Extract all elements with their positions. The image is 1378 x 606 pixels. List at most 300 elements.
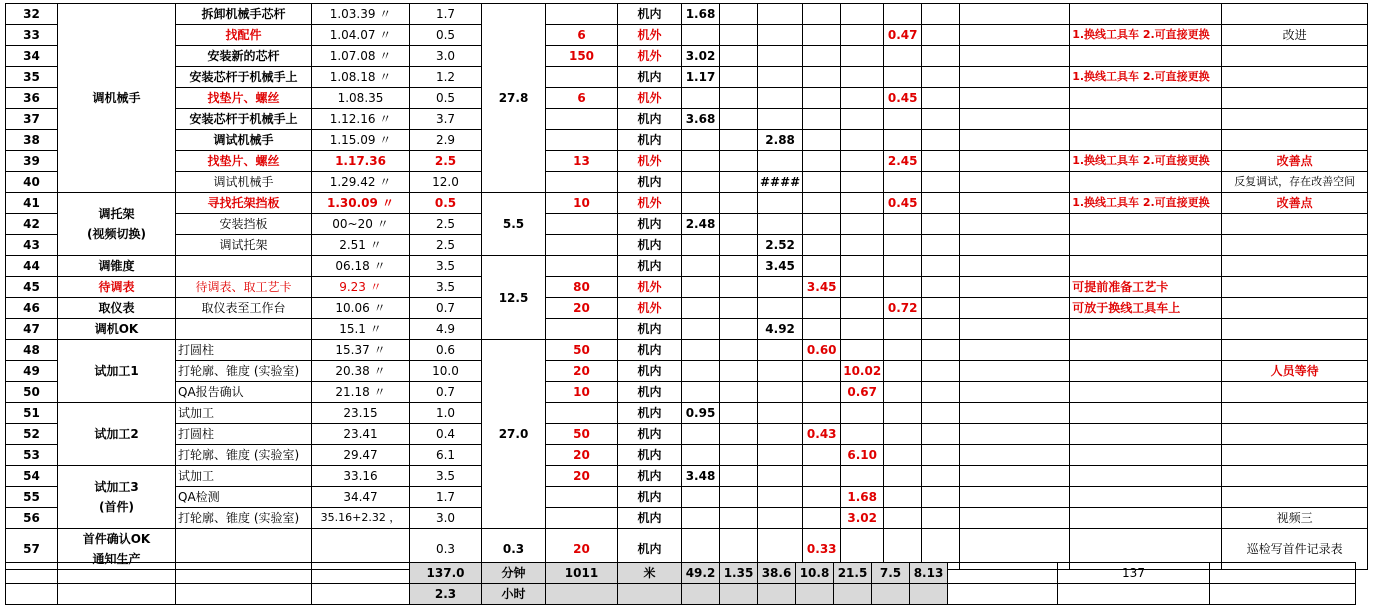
task-name: 安装芯杆于机械手上 [176, 109, 312, 130]
value-col1 [682, 193, 720, 214]
value-col6 [884, 130, 922, 151]
improvement-note [1070, 361, 1222, 382]
step-group-label: 试加工2 [94, 427, 139, 441]
total-col4: 10.8 [796, 563, 834, 584]
value-col3: 2.88 [758, 130, 803, 151]
distance: 10 [546, 193, 618, 214]
row-number: 57 [6, 529, 58, 570]
blank-col [960, 151, 1070, 172]
improvement-note [1070, 445, 1222, 466]
duration: 0.3 [410, 529, 482, 570]
value-col5 [841, 109, 884, 130]
location: 机内 [618, 67, 682, 88]
distance-unit: 米 [618, 563, 682, 584]
value-col7 [922, 130, 960, 151]
value-col4: 3.45 [803, 277, 841, 298]
value-col3: 3.45 [758, 256, 803, 277]
time-stamp: 1.17.36 [312, 151, 410, 172]
blank-col [960, 508, 1070, 529]
improvement-note [1070, 466, 1222, 487]
table-row [6, 130, 1368, 151]
value-col3 [758, 466, 803, 487]
value-col2 [720, 46, 758, 67]
value-col6 [884, 340, 922, 361]
step-group [58, 4, 176, 193]
blank-col [960, 109, 1070, 130]
value-col2 [720, 235, 758, 256]
time-stamp: 15.37 〃 [312, 340, 410, 361]
location: 机外 [618, 151, 682, 172]
total-col6: 7.5 [872, 563, 910, 584]
distance: 150 [546, 46, 618, 67]
table-row [6, 88, 1368, 109]
value-col7 [922, 25, 960, 46]
value-col4 [803, 298, 841, 319]
value-col2 [720, 151, 758, 172]
remark [1222, 487, 1368, 508]
blank-col [960, 403, 1070, 424]
value-col4 [803, 46, 841, 67]
value-col7 [922, 319, 960, 340]
value-col4 [803, 67, 841, 88]
step-group [58, 466, 176, 529]
value-col5: 10.02 [841, 361, 884, 382]
value-col4 [803, 319, 841, 340]
task-name: 取仪表至工作台 [176, 298, 312, 319]
value-col2 [720, 319, 758, 340]
table-row [6, 193, 1368, 214]
value-col3: 2.52 [758, 235, 803, 256]
location: 机内 [618, 256, 682, 277]
time-stamp: 1.03.39 〃 [312, 4, 410, 25]
value-col7 [922, 172, 960, 193]
value-col1: 2.48 [682, 214, 720, 235]
value-col3 [758, 361, 803, 382]
remark: 改进 [1222, 25, 1368, 46]
task-name: 打轮廓、锥度 (实验室) [176, 445, 312, 466]
distance: 50 [546, 424, 618, 445]
location: 机外 [618, 25, 682, 46]
step-group-label: 通知生产 [92, 552, 141, 566]
step-group-label: 待调表 [98, 280, 135, 294]
task-name: 找垫片、螺丝 [176, 88, 312, 109]
blank-col [960, 235, 1070, 256]
value-col2 [720, 361, 758, 382]
value-col4 [803, 25, 841, 46]
improvement-note [1070, 88, 1222, 109]
unit-hours: 小时 [482, 584, 546, 605]
time-stamp: 23.41 [312, 424, 410, 445]
time-stamp: 29.47 [312, 445, 410, 466]
location: 机外 [618, 46, 682, 67]
value-col2 [720, 277, 758, 298]
value-col5 [841, 235, 884, 256]
row-number: 39 [6, 151, 58, 172]
table-row [6, 67, 1368, 88]
value-col1 [682, 88, 720, 109]
row-number: 41 [6, 193, 58, 214]
step-group [58, 319, 176, 340]
value-col5: 6.10 [841, 445, 884, 466]
remark [1222, 382, 1368, 403]
time-stamp: 1.07.08 〃 [312, 46, 410, 67]
value-col1: 3.48 [682, 466, 720, 487]
remark [1222, 466, 1368, 487]
value-col1 [682, 151, 720, 172]
task-name [176, 256, 312, 277]
count-value: 137 [1058, 563, 1210, 584]
value-col5 [841, 403, 884, 424]
value-col2 [720, 256, 758, 277]
value-col6 [884, 256, 922, 277]
value-col1: 3.68 [682, 109, 720, 130]
value-col5 [841, 424, 884, 445]
duration: 0.7 [410, 382, 482, 403]
value-col4 [803, 88, 841, 109]
value-col6 [884, 361, 922, 382]
blank-col [960, 382, 1070, 403]
remark [1222, 298, 1368, 319]
step-group-label: 首件确认OK [82, 532, 151, 546]
step-group [58, 193, 176, 256]
time-stamp: 10.06 〃 [312, 298, 410, 319]
improvement-note [1070, 508, 1222, 529]
value-col2 [720, 382, 758, 403]
location: 机外 [618, 193, 682, 214]
value-col7 [922, 214, 960, 235]
value-col2 [720, 193, 758, 214]
value-col4: 0.43 [803, 424, 841, 445]
value-col6: 0.72 [884, 298, 922, 319]
table-row [6, 466, 1368, 487]
value-col2 [720, 67, 758, 88]
value-col1 [682, 235, 720, 256]
value-col1 [682, 130, 720, 151]
task-name: QA报告确认 [176, 382, 312, 403]
step-group [58, 298, 176, 319]
value-col7 [922, 298, 960, 319]
time-stamp: 1.08.18 〃 [312, 67, 410, 88]
distance: 6 [546, 88, 618, 109]
distance: 20 [546, 445, 618, 466]
blank-col [960, 466, 1070, 487]
remark [1222, 214, 1368, 235]
remark [1222, 109, 1368, 130]
value-col2 [720, 25, 758, 46]
value-col6 [884, 466, 922, 487]
time-stamp: 9.23 〃 [312, 277, 410, 298]
value-col7 [922, 109, 960, 130]
value-col6: 2.45 [884, 151, 922, 172]
value-col5 [841, 319, 884, 340]
remark [1222, 4, 1368, 25]
improvement-note [1070, 235, 1222, 256]
duration: 0.5 [410, 88, 482, 109]
time-stamp: 20.38 〃 [312, 361, 410, 382]
value-col1 [682, 508, 720, 529]
task-name: 安装挡板 [176, 214, 312, 235]
value-col4 [803, 487, 841, 508]
time-stamp: 1.29.42 〃 [312, 172, 410, 193]
duration: 1.0 [410, 403, 482, 424]
distance [546, 130, 618, 151]
blank-col [960, 214, 1070, 235]
remark [1222, 445, 1368, 466]
improvement-note [1070, 256, 1222, 277]
value-col6 [884, 508, 922, 529]
location: 机内 [618, 319, 682, 340]
task-name: 试加工 [176, 403, 312, 424]
duration: 3.7 [410, 109, 482, 130]
time-stamp: 1.08.35 [312, 88, 410, 109]
table-row [6, 340, 1368, 361]
remark [1222, 256, 1368, 277]
value-col1 [682, 172, 720, 193]
blank-col [960, 193, 1070, 214]
value-col7 [922, 445, 960, 466]
value-col7 [922, 277, 960, 298]
total-hours: 2.3 [410, 584, 482, 605]
blank-col [960, 319, 1070, 340]
row-number: 38 [6, 130, 58, 151]
value-col3 [758, 193, 803, 214]
location: 机内 [618, 445, 682, 466]
value-col4 [803, 214, 841, 235]
task-name: 打圆柱 [176, 424, 312, 445]
value-col7 [922, 487, 960, 508]
value-col3 [758, 46, 803, 67]
row-number: 45 [6, 277, 58, 298]
value-col1: 1.17 [682, 67, 720, 88]
improvement-note [1070, 130, 1222, 151]
table-row [6, 172, 1368, 193]
remark: 人员等待 [1222, 361, 1368, 382]
blank-col [960, 4, 1070, 25]
value-col5 [841, 340, 884, 361]
improvement-note [1070, 172, 1222, 193]
location: 机内 [618, 529, 682, 570]
value-col5 [841, 130, 884, 151]
value-col3 [758, 277, 803, 298]
value-col6 [884, 403, 922, 424]
improvement-note [1070, 340, 1222, 361]
unit-minutes: 分钟 [482, 563, 546, 584]
value-col6 [884, 67, 922, 88]
row-number: 48 [6, 340, 58, 361]
value-col1 [682, 361, 720, 382]
value-col4 [803, 130, 841, 151]
duration: 0.5 [410, 193, 482, 214]
value-col3 [758, 445, 803, 466]
value-col7 [922, 193, 960, 214]
value-col7 [922, 466, 960, 487]
value-col5 [841, 277, 884, 298]
time-stamp: 23.15 [312, 403, 410, 424]
improvement-note [1070, 214, 1222, 235]
value-col1: 1.68 [682, 4, 720, 25]
value-col1 [682, 256, 720, 277]
row-number: 43 [6, 235, 58, 256]
total-col2: 1.35 [720, 563, 758, 584]
value-col5 [841, 151, 884, 172]
location: 机内 [618, 214, 682, 235]
row-number: 51 [6, 403, 58, 424]
task-name: QA检测 [176, 487, 312, 508]
improvement-note: 1.换线工具车 2.可直接更换 [1070, 151, 1222, 172]
distance: 13 [546, 151, 618, 172]
location: 机内 [618, 466, 682, 487]
duration: 2.9 [410, 130, 482, 151]
distance [546, 319, 618, 340]
row-number: 56 [6, 508, 58, 529]
value-col3 [758, 508, 803, 529]
distance [546, 487, 618, 508]
value-col1 [682, 424, 720, 445]
improvement-note: 1.换线工具车 2.可直接更换 [1070, 193, 1222, 214]
blank-col [960, 340, 1070, 361]
value-col5 [841, 46, 884, 67]
duration: 3.0 [410, 46, 482, 67]
step-group [58, 403, 176, 466]
task-name [176, 319, 312, 340]
time-stamp: 1.30.09 〃 [312, 193, 410, 214]
time-stamp: 1.04.07 〃 [312, 25, 410, 46]
step-group [58, 277, 176, 298]
row-number: 44 [6, 256, 58, 277]
value-col7 [922, 151, 960, 172]
table-row [6, 4, 1368, 25]
task-name: 待调表、取工艺卡 [176, 277, 312, 298]
row-number: 34 [6, 46, 58, 67]
duration: 10.0 [410, 361, 482, 382]
value-col7 [922, 67, 960, 88]
value-col5 [841, 193, 884, 214]
value-col6 [884, 487, 922, 508]
time-stamp: 00~20 〃 [312, 214, 410, 235]
location: 机内 [618, 235, 682, 256]
value-col4 [803, 445, 841, 466]
improvement-note [1070, 424, 1222, 445]
task-name: 打轮廓、锥度 (实验室) [176, 361, 312, 382]
blank-col [960, 88, 1070, 109]
duration: 1.2 [410, 67, 482, 88]
distance-total: 1011 [546, 563, 618, 584]
duration: 4.9 [410, 319, 482, 340]
remark: 改善点 [1222, 193, 1368, 214]
distance: 50 [546, 340, 618, 361]
subtotal: 12.5 [482, 256, 546, 340]
summary-row-hours [6, 584, 1356, 605]
total-col3: 38.6 [758, 563, 796, 584]
table-row [6, 109, 1368, 130]
value-col1 [682, 25, 720, 46]
row-number: 55 [6, 487, 58, 508]
duration: 1.7 [410, 487, 482, 508]
time-stamp: 34.47 [312, 487, 410, 508]
table-row [6, 487, 1368, 508]
remark [1222, 67, 1368, 88]
distance [546, 214, 618, 235]
duration: 0.6 [410, 340, 482, 361]
remark: 反复调试，存在改善空间 [1222, 172, 1368, 193]
table-row [6, 382, 1368, 403]
duration: 0.4 [410, 424, 482, 445]
table-row [6, 214, 1368, 235]
distance [546, 508, 618, 529]
duration: 12.0 [410, 172, 482, 193]
value-col7 [922, 403, 960, 424]
location: 机外 [618, 88, 682, 109]
value-col7 [922, 424, 960, 445]
value-col3 [758, 109, 803, 130]
location: 机内 [618, 403, 682, 424]
blank-col [960, 277, 1070, 298]
row-number: 54 [6, 466, 58, 487]
blank-col [960, 46, 1070, 67]
step-group [58, 256, 176, 277]
task-name: 打圆柱 [176, 340, 312, 361]
duration: 0.5 [410, 25, 482, 46]
improvement-note [1070, 4, 1222, 25]
location: 机内 [618, 130, 682, 151]
value-col6: 0.47 [884, 25, 922, 46]
value-col4 [803, 109, 841, 130]
value-col1 [682, 340, 720, 361]
value-col4 [803, 361, 841, 382]
row-number: 46 [6, 298, 58, 319]
remark [1222, 277, 1368, 298]
value-col5 [841, 4, 884, 25]
total-col7: 8.13 [910, 563, 948, 584]
remark [1222, 403, 1368, 424]
time-stamp: 06.18 〃 [312, 256, 410, 277]
value-col4: 0.33 [803, 529, 841, 570]
time-stamp: 35.16+2.32 ， [312, 508, 410, 529]
location: 机内 [618, 487, 682, 508]
blank-col [960, 67, 1070, 88]
distance [546, 235, 618, 256]
table-row [6, 256, 1368, 277]
value-col4 [803, 508, 841, 529]
remark: 巡检写首件记录表 [1222, 529, 1368, 570]
value-col3 [758, 25, 803, 46]
table-row [6, 424, 1368, 445]
table-row [6, 151, 1368, 172]
subtotal: 27.0 [482, 340, 546, 529]
value-col2 [720, 445, 758, 466]
task-name: 找配件 [176, 25, 312, 46]
value-col6 [884, 172, 922, 193]
task-name: 寻找托架挡板 [176, 193, 312, 214]
time-stamp: 2.51 〃 [312, 235, 410, 256]
value-col2 [720, 403, 758, 424]
value-col4 [803, 403, 841, 424]
value-col6 [884, 277, 922, 298]
value-col2 [720, 88, 758, 109]
table-body [6, 4, 1368, 570]
blank-col [960, 424, 1070, 445]
task-name: 安装新的芯杆 [176, 46, 312, 67]
total-col1: 49.2 [682, 563, 720, 584]
remark [1222, 319, 1368, 340]
value-col3 [758, 403, 803, 424]
table-row [6, 403, 1368, 424]
location: 机内 [618, 172, 682, 193]
summary-row-minutes [6, 563, 1356, 584]
value-col2 [720, 424, 758, 445]
improvement-note: 可放于换线工具车上 [1070, 298, 1222, 319]
improvement-note: 1.换线工具车 2.可直接更换 [1070, 25, 1222, 46]
